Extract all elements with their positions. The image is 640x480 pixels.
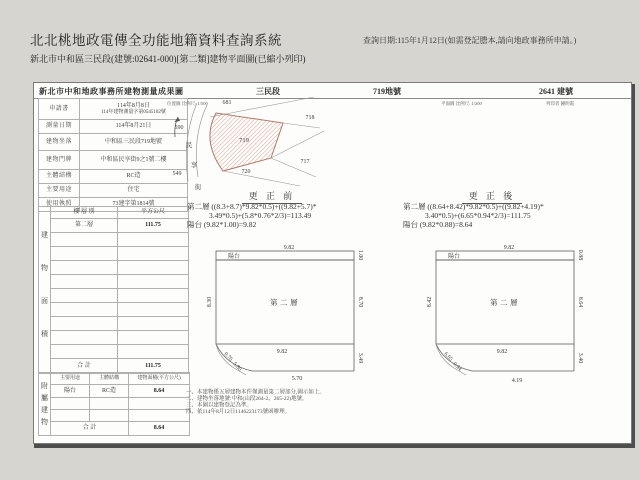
table-row	[39, 207, 189, 219]
col-header-use: 主要用途	[51, 373, 90, 385]
annex-table	[38, 372, 190, 436]
col-header-annex-area: 建物面積(平方公尺)	[129, 373, 190, 385]
dim-lower-right: 3.40	[577, 352, 583, 364]
dim-inner: 9.82	[496, 349, 508, 355]
table-row	[39, 275, 189, 289]
street-curb	[196, 105, 207, 177]
table-row	[39, 317, 189, 331]
document-subtitle: 新北市中和區三民段(建號:02641-000)[第二類]建物平面圖(已縮小列印)	[30, 54, 306, 64]
office-title: 新北市中和地政事務所建物測量成果圖	[39, 87, 184, 96]
info-label: 建物門牌	[39, 151, 80, 170]
dim-curve-upper: 0.76	[222, 351, 234, 363]
table-row	[39, 261, 189, 275]
dim-curve-lower: 0.94	[451, 361, 463, 373]
annex-total-label: 合 計	[51, 422, 129, 436]
table-row	[39, 289, 189, 303]
dim-top: 9.82	[283, 245, 295, 251]
footnote-line: 三、本圖以建物登記為準。	[186, 402, 252, 408]
table-row	[39, 385, 190, 398]
table-row	[39, 398, 190, 410]
info-value: RC造	[80, 170, 188, 184]
boundary-line	[223, 171, 300, 186]
table-row	[39, 373, 190, 385]
footnote-line: 四、依114年8月12日1146223173號函辦理。	[186, 408, 291, 415]
annex-side-label: 附屬建物	[40, 382, 49, 430]
street-name-char: 街	[194, 184, 202, 191]
info-value: 中和區三民段719地號	[80, 134, 188, 151]
parcel-label: 590	[174, 125, 184, 131]
app-title: 北北桃地政電傳全功能地籍資料查詢系統	[30, 33, 282, 48]
dim-bottom: 4.19	[511, 378, 523, 384]
annex-total-value: 8.64	[129, 422, 190, 436]
location-map	[164, 95, 344, 195]
floor-label: 第二層	[490, 298, 520, 307]
dim-curve-lower: 5.80	[231, 361, 243, 373]
land-number: 719地號	[373, 87, 401, 96]
footnotes	[186, 389, 421, 415]
table-row	[39, 422, 190, 436]
annex-area-value: 8.64	[129, 385, 190, 398]
info-value: 114年8月21日	[80, 120, 188, 134]
parcel-label: 549	[172, 171, 182, 177]
annex-structure: RC造	[90, 385, 129, 398]
dim-balcony-right: 1.00	[357, 249, 363, 261]
floor-name: 第二層	[51, 219, 118, 233]
formula-line: 陽台 (9.82*0.88)=8.64	[403, 220, 473, 229]
info-value-line2: 114年建物測量字第0545102號	[101, 109, 166, 115]
info-label: 建物坐落	[39, 134, 80, 151]
col-header-floor: 樓 層 別	[51, 207, 118, 219]
table-row	[39, 219, 189, 233]
info-value: 73建字第1814號	[80, 198, 188, 212]
dim-inner: 9.82	[276, 349, 288, 355]
before-floor-plan	[194, 241, 394, 388]
location-scale-note: 位置圖 比例尺: 1/500	[167, 101, 208, 106]
after-title: 更 正 後	[462, 189, 522, 204]
table-row	[39, 345, 189, 359]
boundary-line	[283, 123, 320, 128]
formula-line: 第二層 ((8.3+8.7)*9.82*0.5)+((9.82+5.7)*	[187, 202, 317, 211]
formula-line: 第二層 ((8.64+8.42)*9.82*0.5)+((9.82+4.19)*	[403, 202, 544, 211]
before-title: 更 正 前	[242, 189, 302, 204]
floor-area-table	[38, 206, 189, 374]
balcony-label: 陽台	[447, 254, 461, 260]
dim-bottom: 5.70	[291, 376, 303, 382]
dim-curve-upper: 6.65	[442, 351, 454, 363]
parcel-label: 717	[300, 159, 310, 165]
building-number: 2641 建號	[539, 87, 573, 96]
balcony-label: 陽台	[227, 254, 241, 260]
dim-left: 8.30	[207, 296, 213, 308]
table-row	[39, 410, 190, 422]
printed-by-note: 列印者 鍾明霞	[546, 101, 575, 106]
parcel-label: 720	[241, 169, 251, 175]
footnote-line: 一、本建物係五層建物本件僅測量第二層部分,圖示如上。	[186, 389, 325, 395]
query-date-note: 查詢日期:115年1月12日(如需登記謄本,請向地政事務所申請。)	[363, 36, 577, 45]
area-total-label: 合 計	[51, 359, 118, 374]
info-value-line1: 114年8月8日	[117, 102, 150, 109]
survey-result-sheet	[33, 82, 632, 444]
dim-left: 8.42	[427, 296, 433, 308]
info-label: 主體結構	[39, 170, 80, 184]
floor-label: 第二層	[270, 298, 300, 307]
plan-scale-note: 平面圖 比例尺: 1/200	[441, 101, 482, 106]
floor-area-value: 111.75	[118, 219, 189, 233]
parcel-label: 681	[222, 100, 232, 106]
col-header-area: 平方公尺	[118, 207, 189, 219]
street-name-char: 民	[185, 142, 193, 149]
table-row	[39, 331, 189, 345]
annex-side-label-cell	[39, 373, 51, 436]
col-header-structure: 主體結構	[90, 373, 129, 385]
dim-top: 9.82	[503, 245, 515, 251]
table-row	[39, 233, 189, 247]
after-formula	[403, 202, 628, 229]
before-formula	[187, 202, 412, 229]
dim-right: 8.64	[577, 296, 583, 308]
formula-line: 3.49*0.5)+(5.8*0.76*2/3)=113.49	[209, 211, 312, 220]
footnote-line: 二、建物坐落地號:中和(山段264-2、265-22)地號。	[186, 395, 308, 402]
info-label: 主要用途	[39, 184, 80, 198]
section-name: 三民段	[256, 87, 280, 96]
table-row	[39, 247, 189, 261]
annex-use: 陽台	[51, 385, 90, 398]
area-side-label: 建物面積	[40, 231, 49, 363]
info-label: 使用執照	[39, 198, 80, 212]
dim-lower-right: 3.49	[357, 352, 363, 364]
info-value: 住宅	[80, 184, 188, 198]
subject-parcel-label: 719	[239, 137, 249, 144]
formula-line: 陽台 (9.82*1.00)=9.82	[187, 220, 257, 229]
dim-right: 8.70	[357, 296, 363, 308]
table-row	[39, 303, 189, 317]
info-label: 申請書	[39, 99, 80, 120]
area-total-value: 111.75	[118, 359, 189, 374]
parcel-label: 718	[305, 115, 315, 121]
info-value: 中和區民享街9之1號二樓	[80, 151, 188, 170]
after-floor-plan	[414, 241, 614, 388]
formula-line: 3.40*0.5)+(6.65*0.94*2/3)=111.75	[425, 211, 531, 220]
info-label: 測量日期	[39, 120, 80, 134]
dim-balcony-right: 0.88	[577, 249, 583, 261]
area-side-label-cell	[39, 207, 51, 374]
street-name-char: 享	[190, 162, 198, 169]
